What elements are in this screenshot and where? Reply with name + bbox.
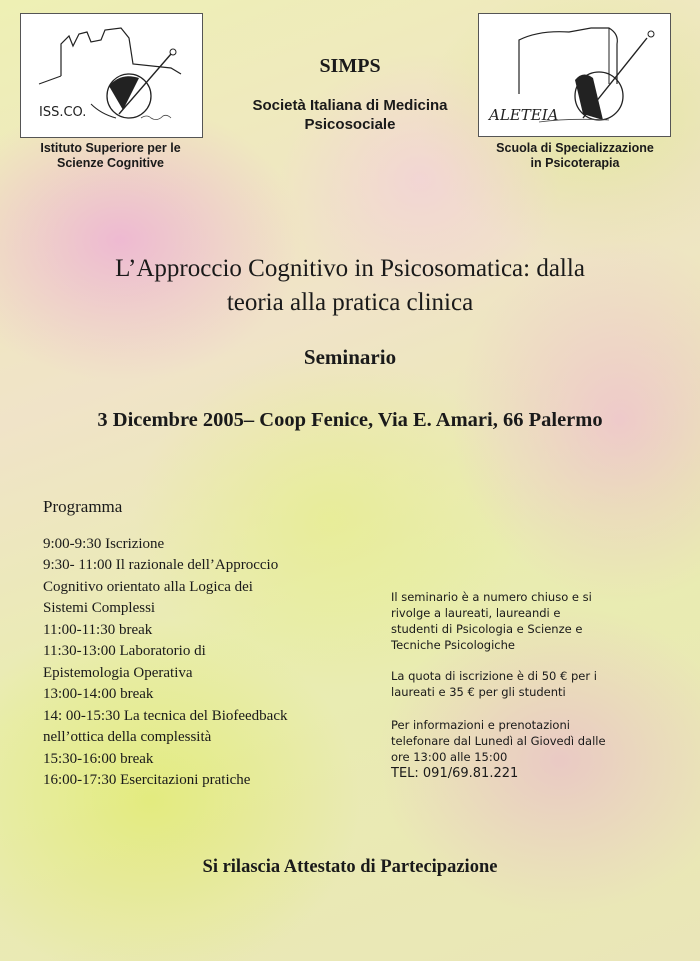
info-line: telefonare dal Lunedì al Giovedì dalle [391,734,606,748]
programma-line: 11:00-11:30 break [43,622,153,638]
phone-number: TEL: 091/69.81.221 [391,766,519,781]
seminar-subtitle: Seminario [303,345,397,369]
issco-logo [20,13,203,138]
issco-caption-line1: Istituto Superiore per le [40,141,181,155]
issco-logo-drawing [21,14,202,137]
aleteia-caption [465,141,685,171]
info-line: La quota di iscrizione è di 50 € per i [391,669,597,683]
aleteia-logo [478,13,671,137]
simps-name-line2: Psicosociale [304,116,396,133]
programma-line: 14: 00-15:30 La tecnica del Biofeedback [43,708,288,724]
simps-acronym: SIMPS [319,55,381,77]
programma-line: 9:30- 11:00 Il razionale dell’Approccio [43,557,279,573]
info-line: Tecniche Psicologiche [391,638,515,652]
info-line: laureati e 35 € per gli studenti [391,685,566,699]
info-line: ore 13:00 alle 15:00 [391,750,508,764]
info-line: Il seminario è a numero chiuso e si [391,590,592,604]
info-line: rivolge a laureati, laureandi e [391,606,561,620]
programma-line: 9:00-9:30 Iscrizione [43,536,165,552]
seminar-title-line1: L’Approccio Cognitivo in Psicosomatica: dalla [115,255,585,282]
issco-caption-line2: Scienze Cognitive [57,156,164,170]
simps-name [210,96,490,134]
programma-line: 15:30-16:00 break [43,751,154,767]
programma-line: Sistemi Complessi [43,600,156,616]
attestato-note: Si rilascia Attestato di Partecipazione [202,857,498,877]
programma-line: Cognitivo orientato alla Logica dei [43,579,253,595]
aleteia-logo-drawing [479,14,670,136]
simps-name-line1: Società Italiana di Medicina [252,97,448,114]
date-place: 3 Dicembre 2005– Coop Fenice, Via E. Amari, 66 Palermo [97,409,603,431]
info-line: Per informazioni e prenotazioni [391,718,570,732]
info-line: studenti di Psicologia e Scienze e [391,622,583,636]
issco-caption [8,141,213,171]
programma-heading: Programma [43,497,123,516]
seminar-title [0,252,700,320]
programma-line: 11:30-13:00 Laboratorio di [43,643,206,659]
programma-line: 16:00-17:30 Esercitazioni pratiche [43,772,251,788]
programma-line: 13:00-14:00 break [43,686,154,702]
issco-logo-text: ISS.CO. [39,105,87,120]
aleteia-logo-text: ALETEIA [489,106,559,124]
programma-line: Epistemologia Operativa [43,665,193,681]
aleteia-caption-line1: Scuola di Specializzazione [496,141,654,155]
programma-line: nell’ottica della complessità [43,729,212,745]
seminar-title-line2: teoria alla pratica clinica [226,289,474,316]
aleteia-caption-line2: in Psicoterapia [530,156,620,170]
